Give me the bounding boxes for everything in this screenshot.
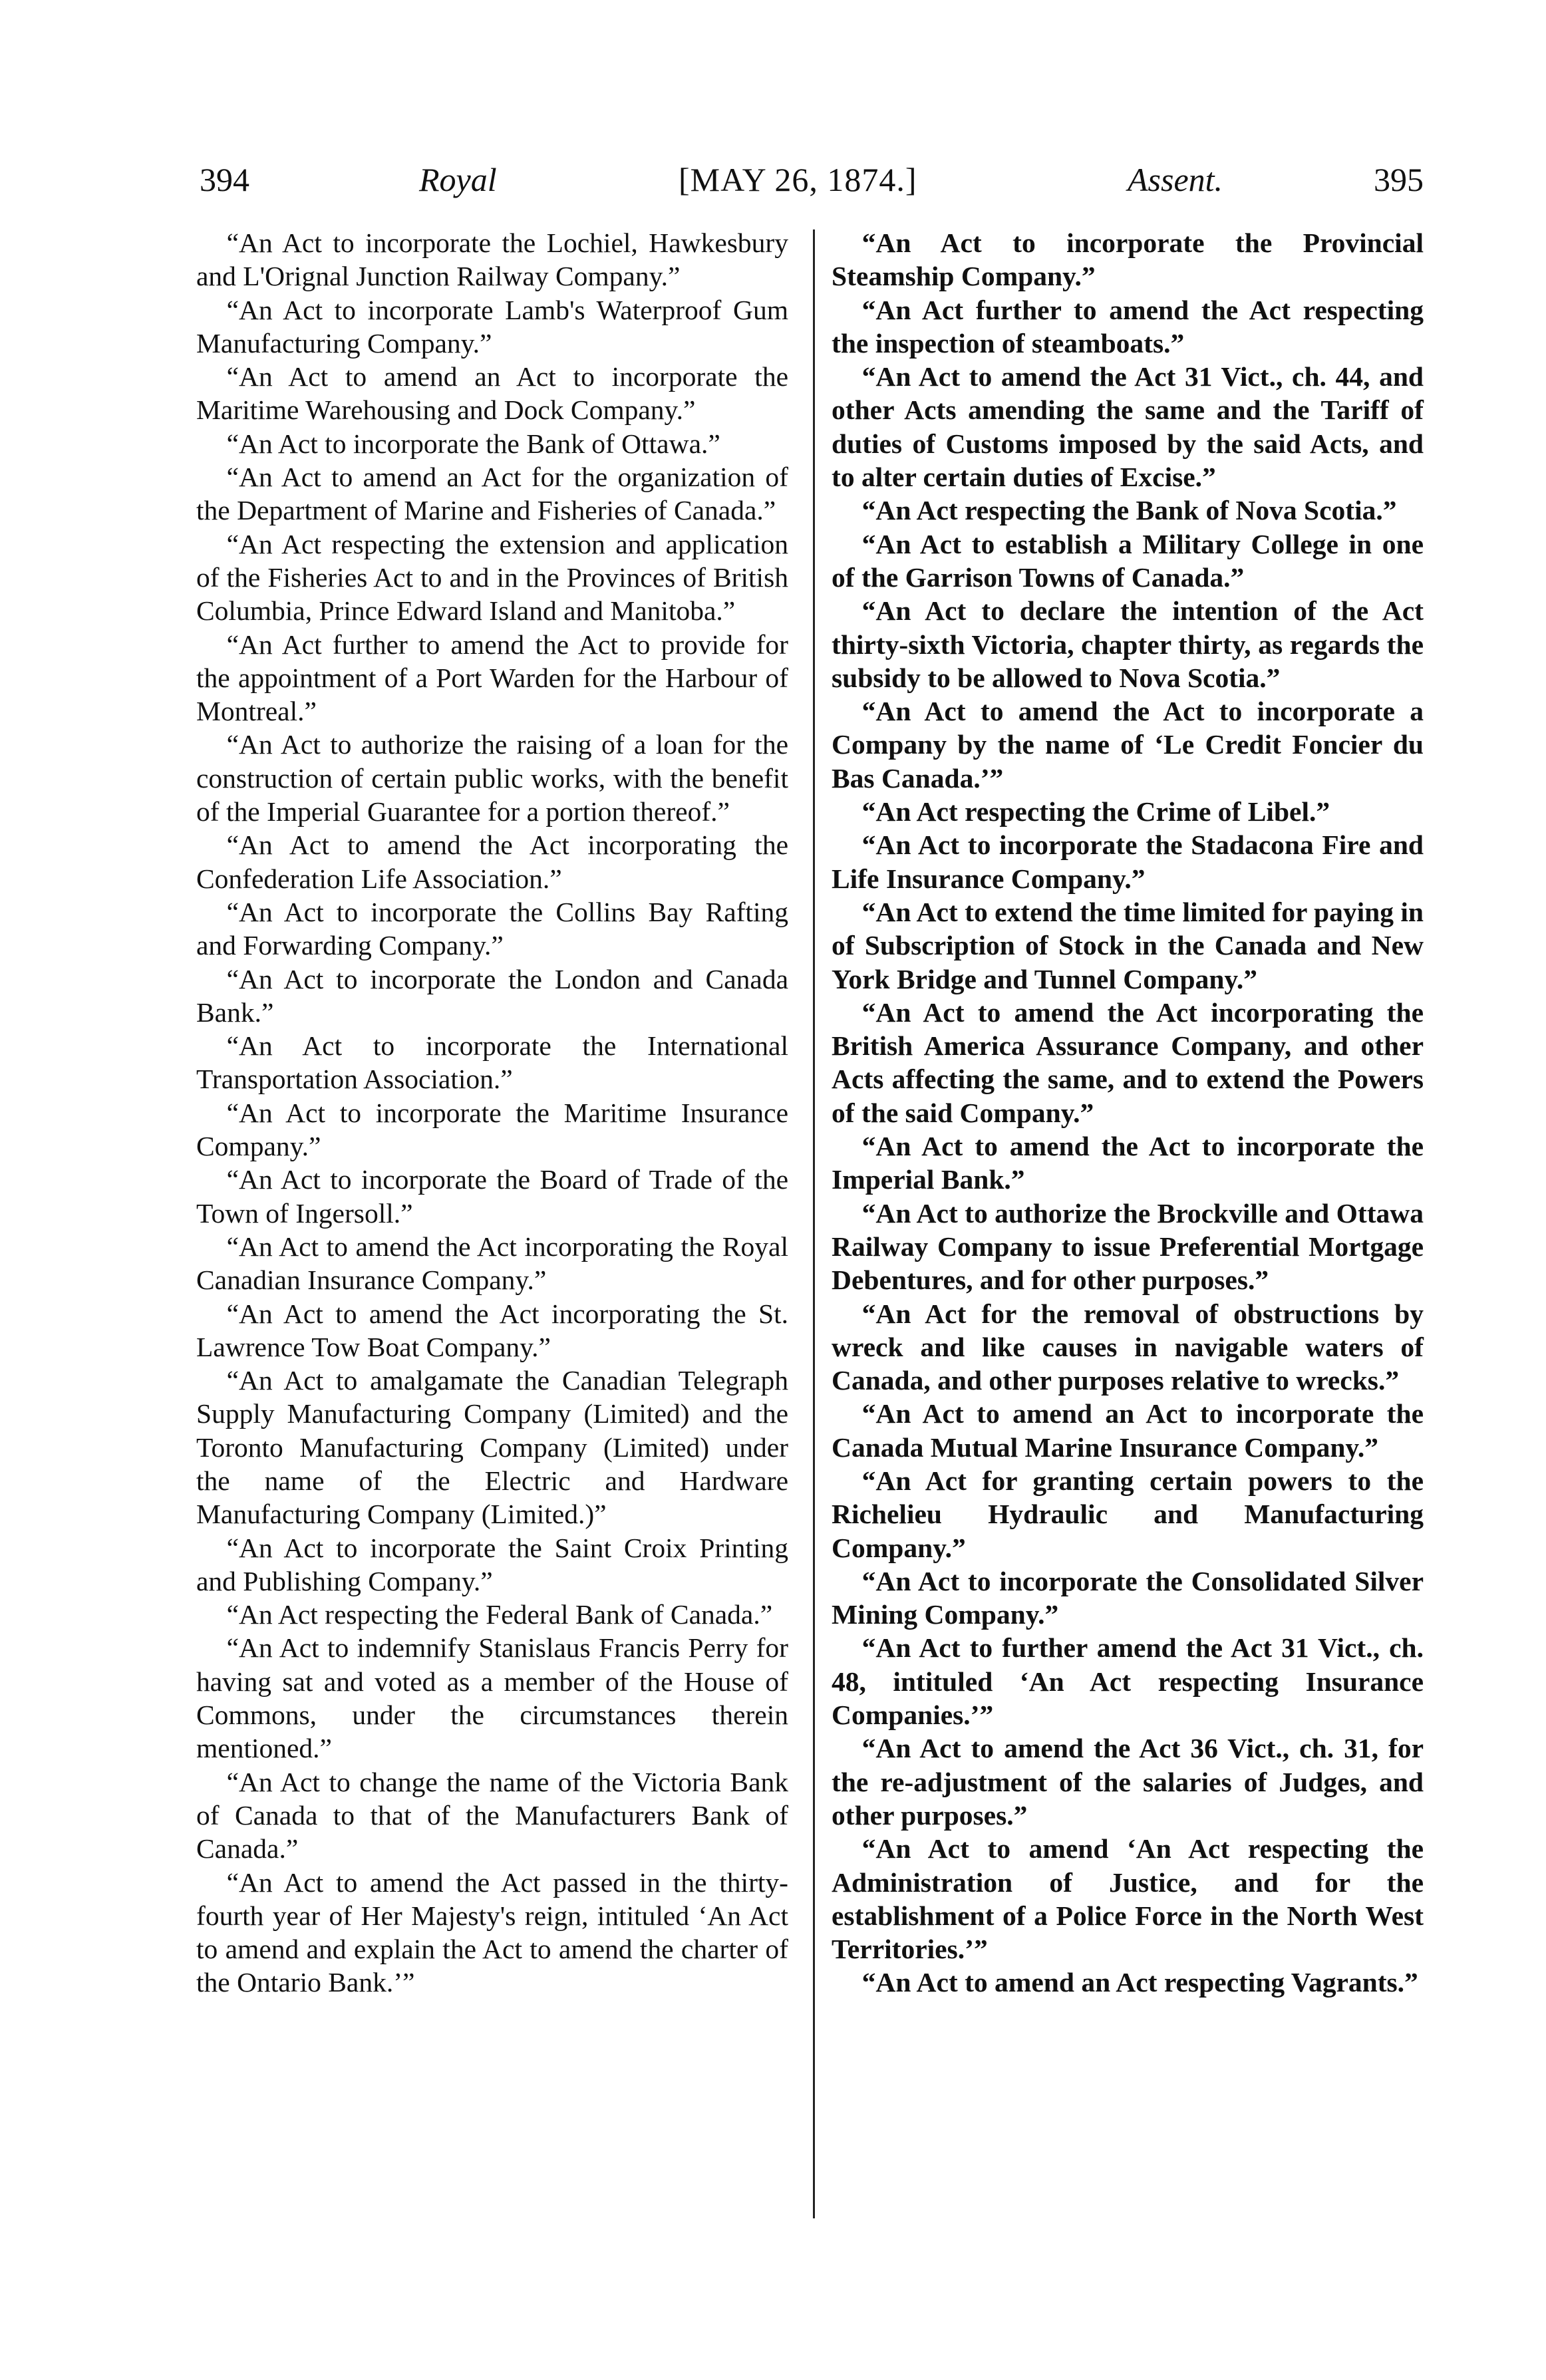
column-divider xyxy=(813,229,815,2218)
act-entry: “An Act respecting the Federal Bank of Canada.” xyxy=(226,1599,773,1630)
act-entry: “An Act to amend the Act incorporating the Confederation Life Association.” xyxy=(196,829,788,894)
act-entry: “An Act to change the name of the Victoria Bank of Canada to that of the Manufacturers Bank of Canada.” xyxy=(196,1766,788,1864)
running-head-date: [MAY 26, 1874.] xyxy=(679,161,917,198)
act-entry: “An Act respecting the extension and application of the Fisheries Act to and in the Provinces of British Columbia, Prince Edward Island and Manitoba.” xyxy=(196,528,788,627)
act-entry: “An Act to incorporate the Provincial Steamship Company.” xyxy=(832,227,1424,292)
act-entry: “An Act to amend the Act passed in the thirty-fourth year of Her Majesty's reign, intituled ‘An Act to amend and explain the Act to amend the charter of the Ontario Bank.’” xyxy=(196,1866,788,1998)
act-entry: “An Act to incorporate the London and Canada Bank.” xyxy=(196,963,788,1028)
act-entry: “An Act to amalgamate the Canadian Telegraph Supply Manufacturing Company (Limited) and the Toronto Manufacturing Company (Limited) under the name of the Electric and Hardware Manufacturing Company (Limited.)” xyxy=(196,1365,788,1530)
act-entry: “An Act for granting certain powers to the Richelieu Hydraulic and Manufacturing Company.” xyxy=(832,1465,1424,1563)
page-number-left: 394 xyxy=(200,161,249,198)
act-entry: “An Act to incorporate the Bank of Ottawa.” xyxy=(226,428,720,459)
left-column xyxy=(196,226,788,2000)
act-entry: “An Act respecting the Bank of Nova Scotia.” xyxy=(861,495,1397,526)
running-head-right: Assent. xyxy=(1128,161,1223,198)
act-entry: “An Act to amend the Act to incorporate the Imperial Bank.” xyxy=(832,1131,1424,1195)
act-entry: “An Act to amend an Act respecting Vagrants.” xyxy=(861,1967,1418,1998)
act-entry: “An Act to amend an Act for the organization of the Department of Marine and Fisheries of Canada.” xyxy=(196,462,788,526)
act-entry: “An Act to authorize the Brockville and Ottawa Railway Company to issue Preferential Mortgage Debentures, and for other purposes.” xyxy=(832,1197,1424,1296)
act-entry: “An Act to further amend the Act 31 Vict., ch. 48, intituled ‘An Act respecting Insurance Companies.’” xyxy=(832,1632,1424,1731)
act-entry: “An Act to incorporate the Board of Trade of the Town of Ingersoll.” xyxy=(196,1164,788,1229)
page-number-right: 395 xyxy=(1374,161,1424,198)
act-entry: “An Act to authorize the raising of a loan for the construction of certain public works, with the benefit of the Imperial Guarantee for a portion thereof.” xyxy=(196,729,788,827)
act-entry: “An Act to amend an Act to incorporate the Maritime Warehousing and Dock Company.” xyxy=(196,361,788,426)
act-entry: “An Act to amend the Act incorporating the St. Lawrence Tow Boat Company.” xyxy=(196,1298,788,1362)
act-entry: “An Act to declare the intention of the Act thirty-sixth Victoria, chapter thirty, as regards the subsidy to be allowed to Nova Scotia.” xyxy=(832,595,1424,693)
act-entry: “An Act to amend the Act incorporating the British America Assurance Company, and other Acts affecting the same, and to extend the Powers of the said Company.” xyxy=(832,996,1424,1128)
act-entry: “An Act to incorporate the Maritime Insurance Company.” xyxy=(196,1097,788,1162)
act-entry: “An Act to extend the time limited for paying in of Subscription of Stock in the Canada and New York Bridge and Tunnel Company.” xyxy=(832,896,1424,994)
act-entry: “An Act to incorporate the Consolidated Silver Mining Company.” xyxy=(832,1565,1424,1630)
act-entry: “An Act to amend the Act incorporating the Royal Canadian Insurance Company.” xyxy=(196,1231,788,1296)
act-entry: “An Act to incorporate the International Transportation Association.” xyxy=(196,1030,788,1095)
act-entry: “An Act to amend an Act to incorporate the Canada Mutual Marine Insurance Company.” xyxy=(832,1398,1424,1463)
act-entry: “An Act to incorporate the Collins Bay Rafting and Forwarding Company.” xyxy=(196,896,788,961)
act-entry: “An Act to incorporate the Saint Croix Printing and Publishing Company.” xyxy=(196,1532,788,1596)
act-entry: “An Act to incorporate Lamb's Waterproof Gum Manufacturing Company.” xyxy=(196,294,788,359)
act-entry: “An Act to amend ‘An Act respecting the Administration of Justice, and for the establishment of a Police Force in the North West Territories.’” xyxy=(832,1833,1424,1965)
act-entry: “An Act to amend the Act 31 Vict., ch. 44, and other Acts amending the same and the Tariff of duties of Customs imposed by the said Acts, and to alter certain duties of Excise.” xyxy=(832,361,1424,493)
act-entry: “An Act to indemnify Stanislaus Francis Perry for having sat and voted as a member of the House of Commons, under the circumstances therein mentioned.” xyxy=(196,1632,788,1764)
act-entry: “An Act for the removal of obstructions by wreck and like causes in navigable waters of Canada, and other purposes relative to wrecks.” xyxy=(832,1298,1424,1396)
running-head xyxy=(200,153,1424,206)
right-column xyxy=(832,226,1424,2000)
act-entry: “An Act to amend the Act to incorporate a Company by the name of ‘Le Credit Foncier du Bas Canada.’” xyxy=(832,696,1424,794)
act-entry: “An Act to amend the Act 36 Vict., ch. 31, for the re-adjustment of the salaries of Judges, and other purposes.” xyxy=(832,1733,1424,1831)
act-entry: “An Act to incorporate the Lochiel, Hawkesbury and L'Orignal Junction Railway Company.” xyxy=(196,227,788,292)
act-entry: “An Act to incorporate the Stadacona Fire and Life Insurance Company.” xyxy=(832,829,1424,894)
act-entry: “An Act further to amend the Act respecting the inspection of steamboats.” xyxy=(832,294,1424,359)
act-entry: “An Act further to amend the Act to provide for the appointment of a Port Warden for the Harbour of Montreal.” xyxy=(196,629,788,727)
running-head-left: Royal xyxy=(419,161,497,198)
act-entry: “An Act respecting the Crime of Libel.” xyxy=(861,796,1330,827)
act-entry: “An Act to establish a Military College in one of the Garrison Towns of Canada.” xyxy=(832,528,1424,593)
